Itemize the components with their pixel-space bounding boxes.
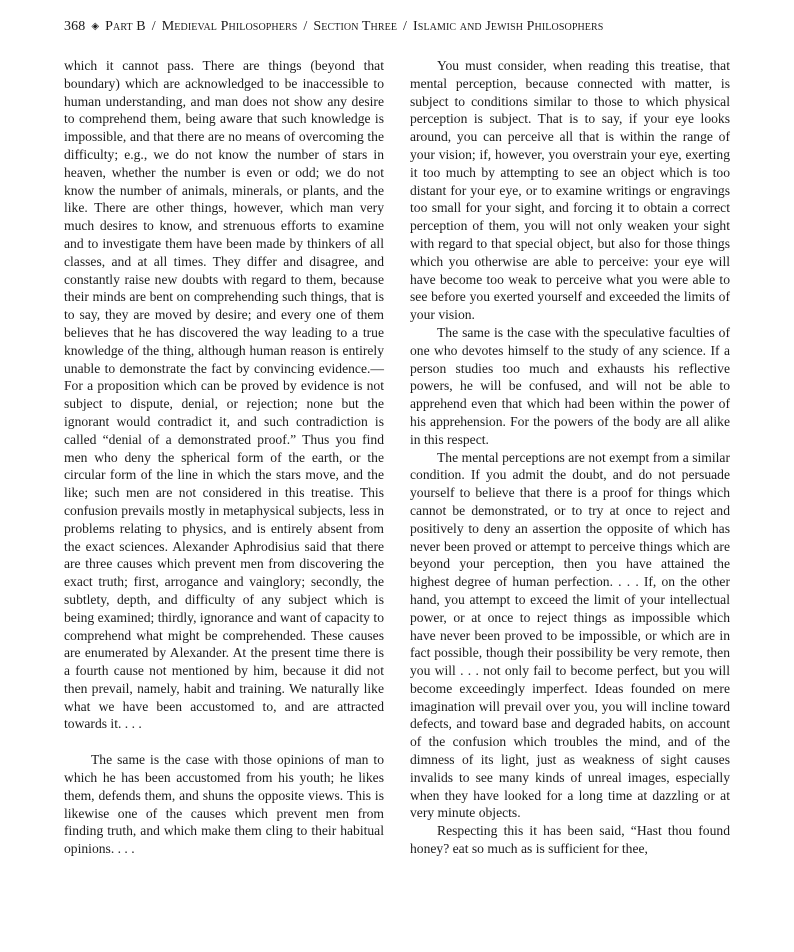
paragraph: Respecting this it has been said, “Hast thou found honey? eat so much as is sufficient for thee,	[410, 823, 730, 857]
paragraph: The same is the case with the speculative faculties of one who devotes himself to the study of any science. If a person studies too much and exhausts his reflective powers, he will be confused, and will not be able to apprehend even that which had been within the power of his apprehension. For the powers of the body are all alike in this respect.	[410, 324, 730, 447]
header-subsection: Islamic and Jewish Philosophers	[413, 19, 604, 34]
paragraph: The same is the case with those opinions of man to which he has been accustomed from his youth; he likes them, defends them, and shuns the opposite views. This is likewise one of the causes which prevent men from finding truth, and which make them cling to their habitual opinions. . . .	[64, 752, 384, 857]
header-separator: /	[303, 19, 308, 34]
header-separator: /	[403, 19, 408, 34]
header-section-title: Medieval Philosophers	[161, 19, 298, 34]
paragraph: You must consider, when reading this treatise, that mental perception, because connected with matter, is subject to conditions similar to those to which physical perception is subject. That is to say, if your eye looks around, you can perceive all that is within the range of your vision; if, however, you overstrain your eye, exerting it too much by attempting to see an object which is too distant for your eye, or to examine writings or engravings too small for your sight, and forcing it to obtain a correct perception of them, you will not only weaken your sight with regard to that special object, but also for those things which you otherwise are able to perceive: your eye will have become too weak to perceive what you were able to see before you exerted yourself and exceeded the limits of your vision.	[410, 58, 730, 323]
page-number: 368	[64, 19, 86, 34]
paragraph: The mental perceptions are not exempt from a similar condition. If you admit the doubt, and do not persuade yourself to believe that there is a proof for things which cannot be demonstrated, or to try at once to reject and positively to deny an assertion the opposite of which has never been proved or attempt to perceive things which are beyond your perception, then you have attained the highest degree of human perfection. . . . If, on the other hand, you attempt to exceed the limit of your intellectual power, or at once to reject things as impossible which have never been proved to be impossible, or which are in fact possible, though their possibility be very remote, then you will . . . not only fail to become perfect, but you will become exceedingly imperfect. Ideas founded on mere imagination will prevail over you, you will incline toward defects, and toward base and degraded habits, on account of the confusion which troubles the mind, and of the dimness of its light, just as weakness of sight causes invalids to see many kinds of unreal images, especially when they have looked for a long time at dazzling or at very minute objects.	[410, 449, 730, 821]
header-section: Section Three	[313, 19, 398, 34]
running-header	[64, 16, 603, 38]
header-part: Part B	[105, 19, 146, 34]
paragraph: which it cannot pass. There are things (beyond that boundary) which are acknowledged to be inaccessible to human understanding, and man does not show any desire to comprehend them, being aware that such knowledge is impossible, and that there are no means of overcoming the difficulty; e.g., we do not know the number of stars in heaven, whether the number is even or odd; we do not know the number of animals, minerals, or plants, and the like. There are other things, however, which man very much desires to know, and strenuous efforts to examine and to investigate them have been made by thinkers of all classes, and at all times. They differ and disagree, and constantly raise new doubts with regard to them, because their minds are bent on comprehending such things, that is to say, they are moved by desire; and every one of them believes that he has discovered the way leading to a true knowledge of the thing, although human reason is entirely unable to demonstrate the fact by convincing evidence.—For a proposition which can be proved by evidence is not subject to dispute, denial, or rejection; none but the ignorant would contradict it, and such contradiction is called “denial of a demonstrated proof.” Thus you find men who deny the spherical form of the earth, or the circular form of the line in which the stars move, and the like; such men are not considered in this treatise. This confusion prevails mostly in metaphysical subjects, less in problems relating to physics, and is entirely absent from the exact sciences. Alexander Aphrodisius said that there are three causes which prevent men from discovering the exact truth; first, arrogance and vainglory; secondly, the subtlety, depth, and difficulty of any subject which is being examined; thirdly, ignorance and want of capacity to comprehend what might be comprehended. These causes are enumerated by Alexander. At the present time there is a fourth cause not mentioned by him, because it did not then prevail, namely, habit and training. We naturally like what we have been accustomed to, and are attracted towards it. . . .	[64, 58, 384, 732]
header-separator: /	[151, 19, 156, 34]
right-column	[410, 57, 730, 858]
left-column	[64, 57, 384, 858]
ornament-icon: ◈	[91, 21, 100, 32]
